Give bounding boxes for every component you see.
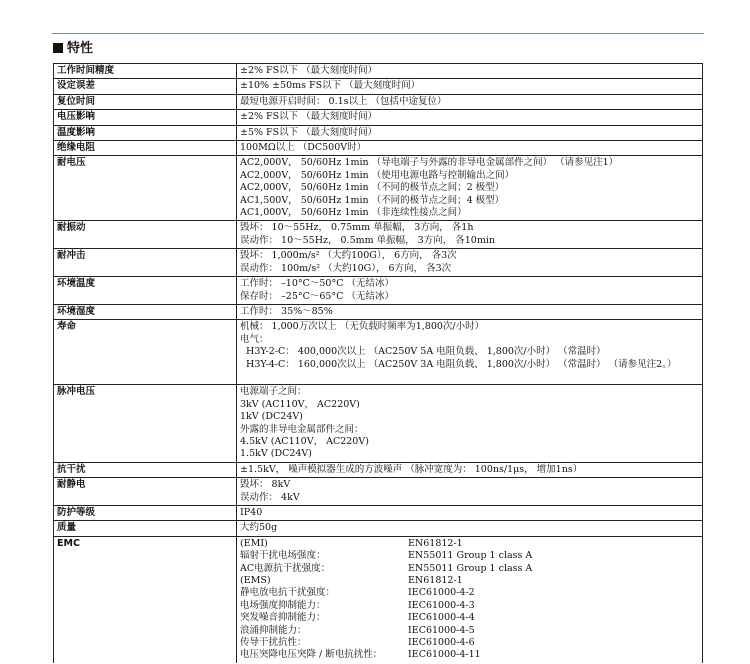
spec-label: 环境温度 xyxy=(54,277,237,305)
spec-label: 抗干扰 xyxy=(54,462,237,477)
spec-value xyxy=(237,94,703,109)
spec-value xyxy=(237,221,703,249)
emc-item-standard: EN55011 Group 1 class A xyxy=(408,550,533,562)
spec-value-line: 4.5kV (AC110V， AC220V) xyxy=(240,435,369,447)
spec-value-line: 误动作： 100m/s² （大约10G）， 6方向， 各3次 xyxy=(240,262,452,274)
spec-value-line: 电源端子之间： xyxy=(240,386,307,398)
emc-item-standard: IEC61000-4-11 xyxy=(408,649,481,661)
emc-item-standard: EN61812-1 xyxy=(408,537,463,549)
table-row xyxy=(54,94,703,109)
spec-value xyxy=(237,478,703,506)
spec-value-line xyxy=(240,371,699,383)
emc-item-name: 突发噪音抑制能力： xyxy=(240,612,326,624)
section-title-text: 特性 xyxy=(67,41,94,56)
table-row xyxy=(54,277,703,305)
spec-value xyxy=(237,521,703,536)
spec-label: 脉冲电压 xyxy=(54,385,237,462)
emc-item-standard: EN61812-1 xyxy=(408,575,463,587)
spec-value-line: ±2% FS以下 （最大刻度时间） xyxy=(240,65,378,76)
table-row-emc xyxy=(54,536,703,663)
spec-value-line: 电气： xyxy=(240,333,269,345)
spec-value-line: AC2,000V， 50/60Hz 1min （导电端子与外露的非导电金属部件之间） （请参见注1） xyxy=(240,157,619,169)
spec-label: 设定误差 xyxy=(54,79,237,94)
emc-item xyxy=(240,550,699,562)
emc-item-name: (EMI) xyxy=(240,537,268,549)
spec-value xyxy=(237,320,703,385)
emc-item-standard: IEC61000-4-2 xyxy=(408,587,475,599)
spec-table xyxy=(53,63,703,663)
spec-value-line: 误动作： 4kV xyxy=(240,491,300,503)
spec-value xyxy=(237,277,703,305)
emc-item-name: 静电放电抗干扰强度： xyxy=(240,587,336,599)
spec-value xyxy=(237,385,703,462)
emc-list xyxy=(237,536,703,663)
table-row xyxy=(54,249,703,277)
spec-value-line: 误动作： 10～55Hz， 0.5mm 单振幅， 3方向， 各10min xyxy=(240,234,495,246)
spec-label: 温度影响 xyxy=(54,125,237,140)
spec-label: 寿命 xyxy=(54,320,237,385)
emc-item xyxy=(240,600,699,612)
table-row xyxy=(54,110,703,125)
spec-value-line: 保存时： –25°C～65°C （无结冰） xyxy=(240,290,395,302)
emc-item-name: AC电源抗干扰强度： xyxy=(240,562,331,574)
spec-label: EMC xyxy=(54,536,237,663)
spec-label: 耐电压 xyxy=(54,156,237,221)
spec-value-line: ±10% ±50ms FS以下 （最大刻度时间） xyxy=(240,80,421,92)
spec-value xyxy=(237,64,703,79)
spec-value-line: 毁坏： 8kV xyxy=(240,479,291,491)
top-rule xyxy=(52,33,704,34)
spec-value-line: AC1,000V， 50/60Hz 1min （非连续性接点之间） xyxy=(240,207,467,219)
emc-item xyxy=(240,625,699,637)
table-row xyxy=(54,79,703,94)
table-row xyxy=(54,156,703,221)
emc-item-standard: IEC61000-4-4 xyxy=(408,612,475,624)
emc-item xyxy=(240,612,699,624)
spec-value-line: H3Y-4-C： 160,000次以上 （AC250V 3A 电阻负载、 1,800次/小时） （常温时） （请参见注2。） xyxy=(240,358,677,370)
spec-value-line: 外露的非导电金属部件之间： xyxy=(240,423,364,435)
table-row xyxy=(54,462,703,477)
emc-item-name: 电压突降电压突降 / 断电抗扰性： xyxy=(240,649,383,661)
table-row xyxy=(54,221,703,249)
emc-item xyxy=(240,575,699,587)
spec-value-line: AC1,500V， 50/60Hz 1min （不同的极节点之间；4 极型） xyxy=(240,194,505,206)
spec-value xyxy=(237,110,703,125)
spec-label: 耐静电 xyxy=(54,478,237,506)
emc-item xyxy=(240,563,699,575)
spec-value-line: 3kV (AC110V， AC220V) xyxy=(240,398,360,410)
spec-value-line: 工作时： –10°C～50°C （无结冰） xyxy=(240,278,395,290)
spec-value-line: 工作时： 35%～85% xyxy=(240,305,333,317)
emc-item-name: 辐射干扰电场强度： xyxy=(240,550,326,562)
square-bullet-icon xyxy=(53,43,63,53)
emc-item-standard: EN55011 Group 1 class A xyxy=(408,562,533,574)
spec-value-line: H3Y-2-C： 400,000次以上 （AC250V 5A 电阻负载、 1,800次/小时） （常温时） xyxy=(240,346,606,358)
spec-value xyxy=(237,462,703,477)
emc-item-standard: IEC61000-4-3 xyxy=(408,599,475,611)
emc-item xyxy=(240,587,699,599)
table-row xyxy=(54,125,703,140)
spec-value-line: IP40 xyxy=(240,507,263,518)
spec-value xyxy=(237,304,703,319)
spec-label: 工作时间精度 xyxy=(54,64,237,79)
spec-value xyxy=(237,141,703,156)
emc-item-name: 浪涌抑制能力： xyxy=(240,624,307,636)
spec-label: 绝缘电阻 xyxy=(54,141,237,156)
section-title xyxy=(53,41,93,57)
spec-value-line: AC2,000V， 50/60Hz 1min （不同的极节点之间；2 极型） xyxy=(240,182,505,194)
emc-item-name: (EMS) xyxy=(240,575,271,587)
spec-value xyxy=(237,79,703,94)
table-row xyxy=(54,478,703,506)
spec-value xyxy=(237,506,703,521)
table-row xyxy=(54,304,703,319)
spec-value-line: AC2,000V， 50/60Hz 1min （使用电源电路与控制输出之间） xyxy=(240,169,515,181)
spec-label: 防护等级 xyxy=(54,506,237,521)
emc-item-standard: IEC61000-4-6 xyxy=(408,637,475,649)
spec-value-line: 毁坏： 1,000m/s² （大约100G）， 6方向， 各3次 xyxy=(240,250,457,262)
emc-item xyxy=(240,649,699,661)
spec-value xyxy=(237,125,703,140)
spec-label: 复位时间 xyxy=(54,94,237,109)
spec-value-line: 1.5kV (DC24V) xyxy=(240,448,312,460)
spec-value-line: 大约50g xyxy=(240,522,278,534)
emc-item-standard: IEC61000-4-5 xyxy=(408,624,475,636)
spec-value-line: 毁坏： 10～55Hz， 0.75mm 单振幅， 3方向， 各1h xyxy=(240,222,474,234)
spec-value-line: ±5% FS以下 （最大刻度时间） xyxy=(240,126,378,138)
spec-value-line: 100MΩ以上 （DC500V时） xyxy=(240,142,367,154)
spec-label: 环境湿度 xyxy=(54,304,237,319)
spec-label: 耐冲击 xyxy=(54,249,237,277)
table-row xyxy=(54,521,703,536)
spec-value-line: ±1.5kV， 噪声模拟器生成的方波噪声 （脉冲宽度为： 100ns/1μs， 增加1ns） xyxy=(240,463,583,475)
emc-item-name: 传导干扰抗性： xyxy=(240,637,307,649)
spec-value-line: 最短电源开启时间： 0.1s以上 （包括中途复位） xyxy=(240,95,447,107)
spec-label: 耐振动 xyxy=(54,221,237,249)
spec-value-line: 1kV (DC24V) xyxy=(240,411,303,423)
spec-label: 质量 xyxy=(54,521,237,536)
spec-value-line: 机械： 1,000万次以上 （无负载时频率为1,800次/小时） xyxy=(240,321,485,333)
spec-label: 电压影响 xyxy=(54,110,237,125)
emc-item xyxy=(240,538,699,550)
emc-item xyxy=(240,637,699,649)
spec-value xyxy=(237,156,703,221)
table-row xyxy=(54,64,703,79)
emc-item-name: 电场强度抑制能力： xyxy=(240,599,326,611)
table-row xyxy=(54,385,703,462)
table-row xyxy=(54,506,703,521)
spec-value xyxy=(237,249,703,277)
table-row xyxy=(54,141,703,156)
table-row xyxy=(54,320,703,385)
spec-table-body xyxy=(54,64,703,663)
spec-value-line: ±2% FS以下 （最大刻度时间） xyxy=(240,111,378,123)
